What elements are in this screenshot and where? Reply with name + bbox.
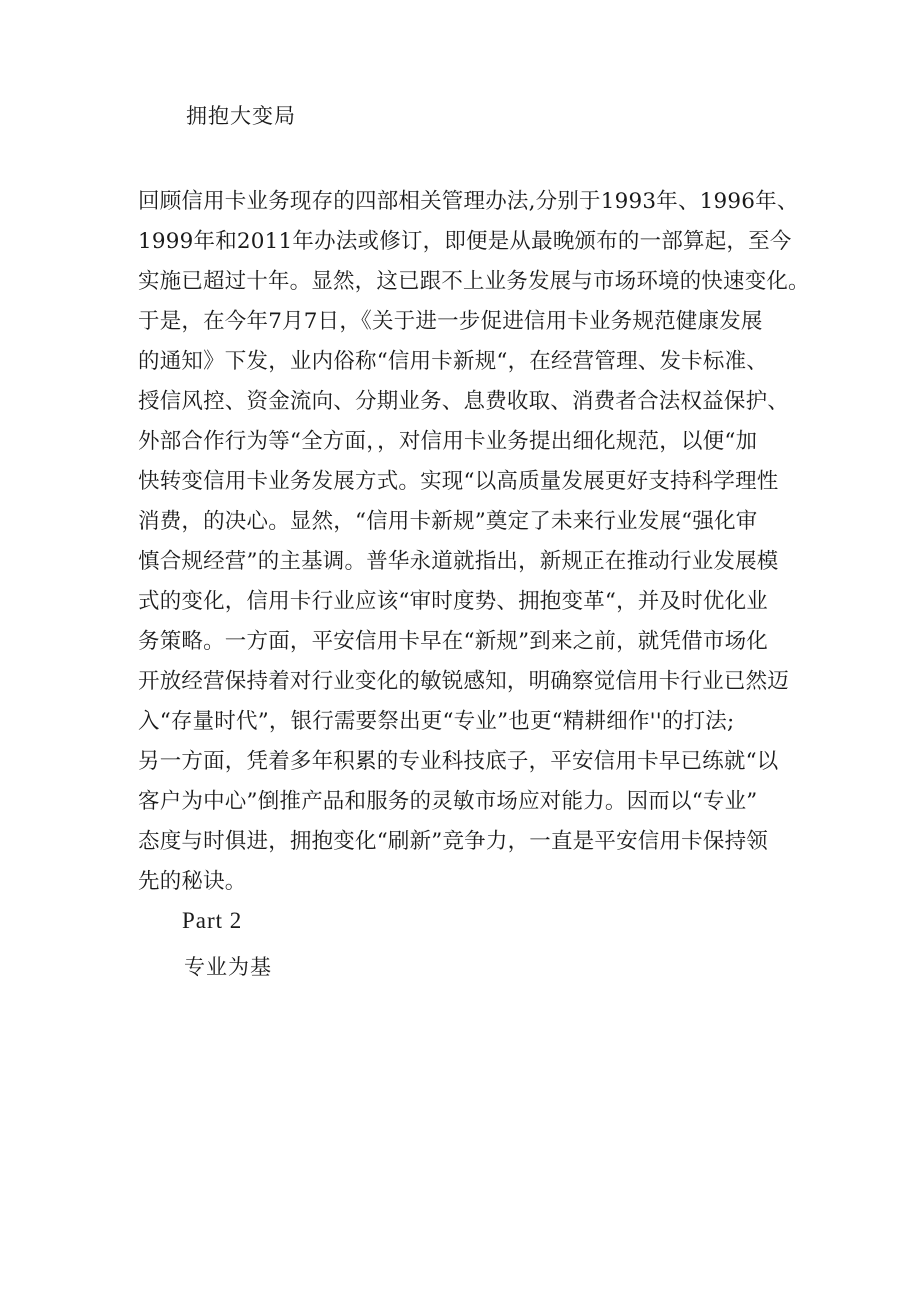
paragraph-line: 客户为中心”倒推产品和服务的灵敏市场应对能力。因而以“专业” <box>138 789 758 814</box>
paragraph-line: 慎合规经营”的主基调。普华永道就指出，新规正在推动行业发展模 <box>138 549 779 574</box>
body-paragraph <box>138 182 810 902</box>
paragraph-line: 式的变化，信用卡行业应该“审时度势、拥抱变革“，并及时优化业 <box>138 589 768 614</box>
paragraph-line: 消费，的决心。显然，“信用卡新规”奠定了未来行业发展“强化审 <box>138 509 758 534</box>
paragraph-line: 务策略。一方面，平安信用卡早在“新规”到来之前，就凭借市场化 <box>138 629 768 654</box>
paragraph-line: 快转变信用卡业务发展方式。实现“以高质量发展更好支持科学理性 <box>138 469 779 494</box>
paragraph-line: 先的秘诀。 <box>138 869 247 894</box>
paragraph-line: 回顾信用卡业务现存的四部相关管理办法,分别于1993年、1996年、 <box>138 189 799 214</box>
paragraph-line: 的通知》下发，业内俗称“信用卡新规“，在经营管理、发卡标准、 <box>138 349 768 374</box>
paragraph-line: 于是，在今年7月7日，《关于进一步促进信用卡业务规范健康发展 <box>138 309 763 334</box>
section-heading-2: 专业为基 <box>184 955 272 979</box>
paragraph-line: 实施已超过十年。显然，这已跟不上业务发展与市场环境的快速变化。 <box>138 269 810 294</box>
paragraph-line: 授信风控、资金流向、分期业务、息费收取、消费者合法权益保护、 <box>138 389 790 414</box>
section-heading-1: 拥抱大变局 <box>186 104 296 128</box>
paragraph-line: 开放经营保持着对行业变化的敏锐感知，明确察觉信用卡行业已然迈 <box>138 669 790 694</box>
paragraph-line: 外部合作行为等“全方面，，对信用卡业务提出细化规范，以便“加 <box>138 429 758 454</box>
part-label: Part 2 <box>182 908 243 933</box>
paragraph-line: 另一方面，凭着多年积累的专业科技底子，平安信用卡早已练就“以 <box>138 749 779 774</box>
paragraph-line: 入“存量时代”，银行需要祭出更“专业”也更“精耕细作''的打法; <box>138 709 735 734</box>
paragraph-line: 态度与时俱进，拥抱变化“刷新”竞争力，一直是平安信用卡保持领 <box>138 829 768 854</box>
paragraph-line: 1999年和2011年办法或修订，即便是从最晚颁布的一部算起，至今 <box>138 229 792 254</box>
